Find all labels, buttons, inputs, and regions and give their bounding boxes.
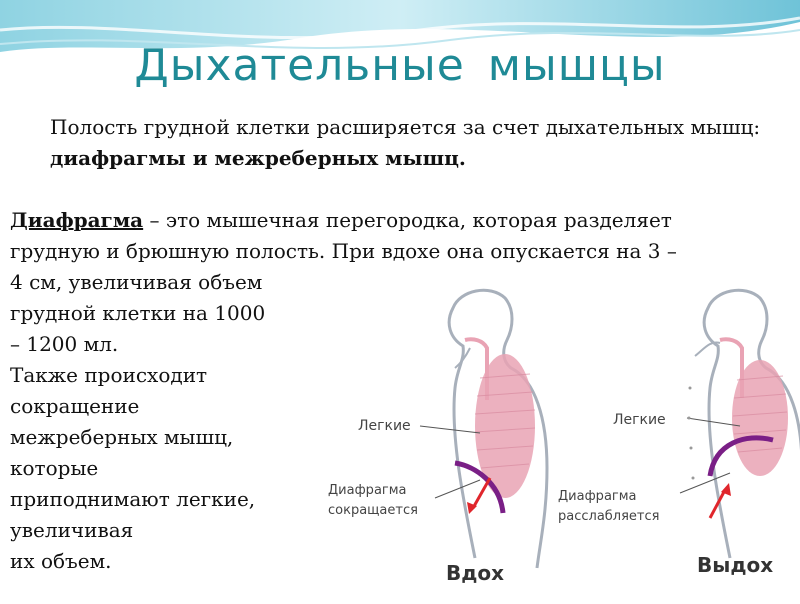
text-line: – 1200 мл. [10,332,119,356]
text-line: грудной клетки на 1000 [10,301,266,325]
diaphragm-label-exhale-2: расслабляется [558,509,660,524]
diaphragm-label-exhale-1: Диафрагма [558,489,637,504]
text-line: увеличивая [10,518,134,542]
lung-icon [732,360,788,476]
paragraph-intro [10,112,780,174]
text-line: межреберных мышц, [10,425,234,449]
breathing-diagram [315,268,800,600]
exhale-caption: Выдох [697,553,774,577]
diaphragm-label-inhale-1: Диафрагма [328,483,407,498]
diaphragm-def: – это мышечная перегородка, которая разделяет [143,208,672,232]
lungs-label-inhale: Легкие [358,418,411,434]
lungs-label-exhale: Легкие [613,412,666,428]
intro-bold: диафрагмы и межреберных мышц. [50,146,466,170]
text-line: приподнимают легкие, [10,487,256,511]
intro-lead: Полость грудной клетки расширяется за счет дыхательных мышц: [50,115,761,139]
text-line: сокращение [10,394,140,418]
page-title: Дыхательные мышцы [134,40,666,91]
text-line: 4 см, увеличивая объем [10,270,263,294]
text-line: которые [10,456,99,480]
term-diaphragm: Диафрагма [10,208,144,232]
inhale-caption: Вдох [446,561,505,585]
text-line: грудную и брюшную полость. При вдохе она опускается на 3 – [10,239,677,263]
paragraph-diaphragm-line1 [10,205,780,236]
diaphragm-label-inhale-2: сокращается [328,503,418,518]
text-line: их объем. [10,549,112,573]
text-line: Также происходит [10,363,208,387]
